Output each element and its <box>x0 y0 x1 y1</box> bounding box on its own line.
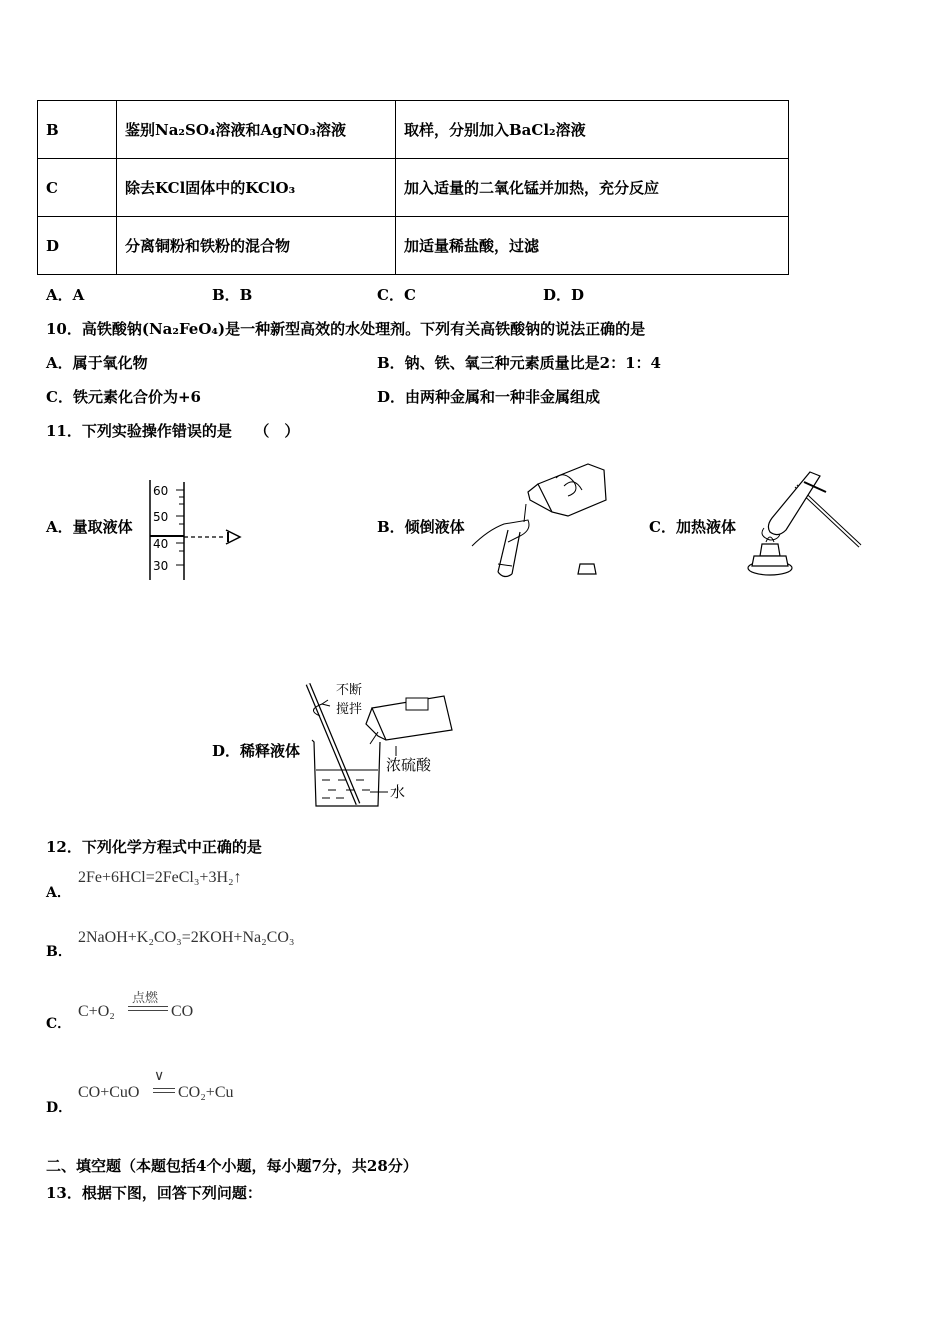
table-row <box>38 101 789 159</box>
q10-option-c: C．铁元素化合价为+6 <box>46 388 201 406</box>
table-cell-method: 取样，分别加入BaCl₂溶液 <box>396 101 789 159</box>
diluting-liquid-figure <box>300 676 460 812</box>
q12-equation-d-left: CO+CuO <box>78 1084 140 1101</box>
pouring-liquid-figure <box>468 460 618 582</box>
experiment-table <box>37 100 789 275</box>
table-cell-option: D <box>38 217 117 275</box>
stir-label-1: 不断 <box>336 683 363 698</box>
water-label: 水 <box>390 783 406 801</box>
q12-equation-d-condition: ∨ <box>154 1068 165 1084</box>
acid-label: 浓硫酸 <box>386 756 432 774</box>
q9-option-d: D．D <box>543 286 585 304</box>
equals-line <box>153 1092 175 1093</box>
table-cell-method: 加入适量的二氧化锰并加热，充分反应 <box>396 159 789 217</box>
q12-stem: 12．下列化学方程式中正确的是 <box>46 838 262 856</box>
q12-equation-b: 2NaOH+K₂CO₃=2KOH+Na₂CO₃ <box>78 929 295 946</box>
table-row <box>38 159 789 217</box>
tick-label: 60 <box>153 484 169 498</box>
table-cell-option: C <box>38 159 117 217</box>
q12-equation-d-right: CO₂+Cu <box>178 1084 234 1101</box>
q12-option-b-label: B． <box>46 944 72 960</box>
q11-option-c: C．加热液体 <box>649 518 736 536</box>
table-cell-option: B <box>38 101 117 159</box>
equals-line <box>128 1010 168 1011</box>
q12-equation-c-left: C+O₂ <box>78 1003 115 1020</box>
q10-option-a: A．属于氧化物 <box>46 354 148 372</box>
q11-option-b: B．倾倒液体 <box>377 518 465 536</box>
q10-option-b: B．钠、铁、氧三种元素质量比是2：1：4 <box>377 354 661 372</box>
tick-label: 50 <box>153 510 169 524</box>
equals-line <box>153 1088 175 1089</box>
table-cell-purpose: 除去KCl固体中的KClO₃ <box>117 159 396 217</box>
table-row <box>38 217 789 275</box>
q11-stem: 11．下列实验操作错误的是 （ ） <box>46 422 300 440</box>
q9-option-a: A．A <box>46 286 85 304</box>
q12-option-a-label: A． <box>46 885 71 901</box>
q11-option-d: D．稀释液体 <box>212 742 301 760</box>
q10-stem: 10．高铁酸钠(Na₂FeO₄)是一种新型高效的水处理剂。下列有关高铁酸钠的说法正确的是 <box>46 320 646 338</box>
q9-option-b: B．B <box>212 286 253 304</box>
bottle-cap-icon <box>578 564 596 574</box>
tick-label: 40 <box>153 537 169 551</box>
q11-option-a: A．量取液体 <box>46 518 133 536</box>
stir-label-2: 搅拌 <box>336 702 363 717</box>
table-cell-method: 加适量稀盐酸，过滤 <box>396 217 789 275</box>
equals-line <box>128 1006 168 1007</box>
q13-stem: 13．根据下图，回答下列问题： <box>46 1184 262 1202</box>
q12-equation-c-condition: 点燃 <box>132 991 159 1006</box>
q12-equation-c-right: CO <box>171 1003 194 1020</box>
q12-option-d-label: D． <box>46 1100 73 1116</box>
measuring-cylinder-figure <box>140 476 250 584</box>
section-heading: 二、填空题（本题包括4个小题，每小题7分，共28分） <box>46 1157 418 1175</box>
q10-option-d: D．由两种金属和一种非金属组成 <box>377 388 601 406</box>
table-cell-purpose: 鉴别Na₂SO₄溶液和AgNO₃溶液 <box>117 101 396 159</box>
heating-liquid-figure <box>740 466 865 584</box>
table-cell-purpose: 分离铜粉和铁粉的混合物 <box>117 217 396 275</box>
q12-option-c-label: C． <box>46 1016 72 1032</box>
q12-equation-a: 2Fe+6HCl=2FeCl₃+3H₂↑ <box>78 869 242 886</box>
tick-label: 30 <box>153 559 169 573</box>
q9-option-c: C．C <box>377 286 416 304</box>
